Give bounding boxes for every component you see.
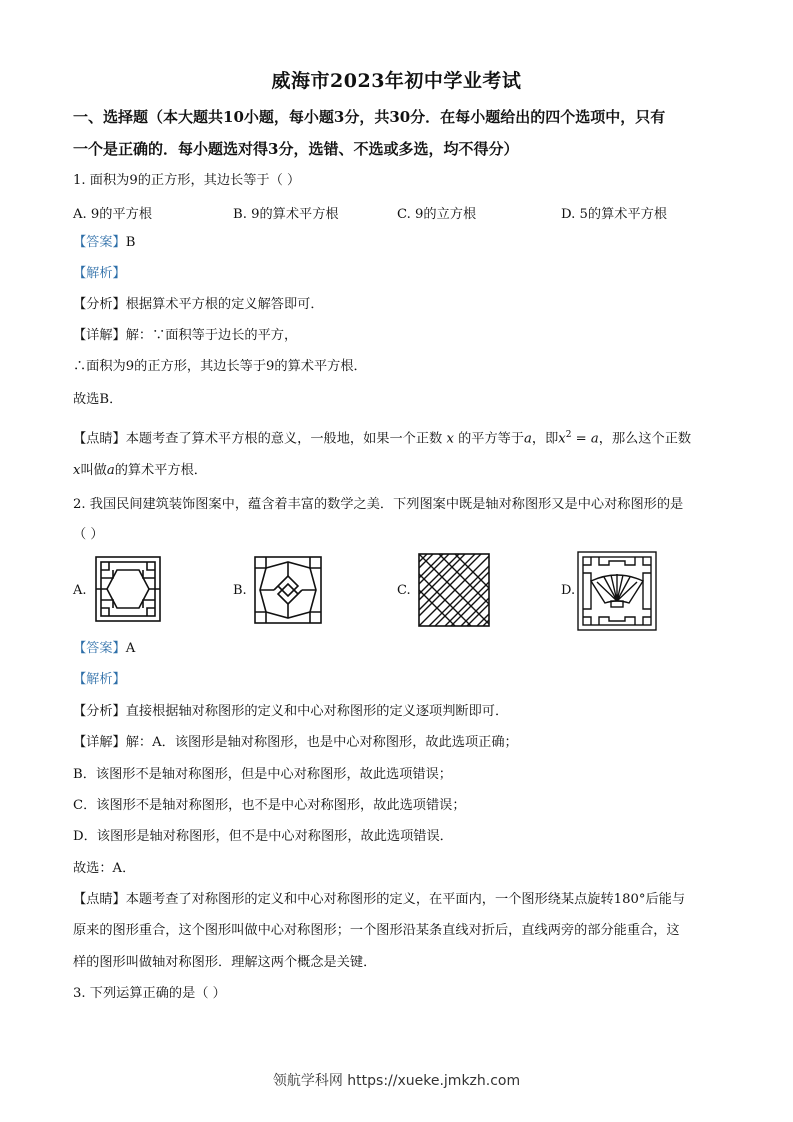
fig-label-a: A. [73, 583, 87, 598]
answer-value: B [125, 235, 136, 250]
dianjing-text-b: 的平方等于 [458, 431, 525, 447]
answer-tag: 【答案】 [73, 235, 126, 250]
q1-option-b: B. 9的算术平方根 [233, 207, 339, 222]
fenxi-text: 直接根据轴对称图形的定义和中心对称图形的定义逐项判断即可． [125, 704, 509, 719]
q2-line-c: C．该图形不是轴对称图形，也不是中心对称图形，故此选项错误； [73, 798, 466, 813]
dianjing-text-d: ，那么这个正数 [598, 431, 692, 447]
q2-fenxi [73, 703, 733, 721]
q2-dianjing-line-2: 原来的图形重合，这个图形叫做中心对称图形；一个图形沿某条直线对折后，直线两旁的部分能重合，这 [73, 923, 680, 938]
q1-dianjing-line-2 [73, 462, 733, 480]
q1-xiangjie [73, 327, 733, 345]
dianjing-line2-a: 叫做 [80, 463, 107, 478]
dianjing-tag: 【点睛】 [73, 431, 126, 447]
q2-line-b: B．该图形不是轴对称图形，但是中心对称图形，故此选项错误； [73, 767, 452, 782]
q2-analysis [73, 671, 733, 689]
pattern-b-figure [254, 556, 322, 624]
q1-therefore-line: ∴面积为9的正方形，其边长等于9的算术平方根． [73, 359, 367, 374]
q1-analysis [73, 265, 733, 283]
dianjing-text-1: 本题考查了对称图形的定义和中心对称图形的定义，在平面内，一个图形绕某点旋转180°后能与 [125, 892, 686, 907]
fenxi-tag: 【分析】 [73, 704, 126, 719]
q1-option-a: A. 9的平方根 [73, 207, 153, 222]
pattern-a-figure [95, 556, 161, 622]
xiangjie-tag: 【详解】 [73, 735, 126, 750]
dianjing-line2-b: 的算术平方根． [114, 463, 207, 478]
q1-stem: 1. 面积为9的正方形，其边长等于（ ） [73, 173, 301, 188]
fig-label-c: C. [397, 583, 411, 598]
dianjing-text-a: 本题考查了算术平方根的意义，一般地，如果一个正数 [125, 431, 443, 447]
dianjing-tag: 【点睛】 [73, 892, 126, 907]
dianjing-text-c: ，即 [531, 431, 559, 447]
section-heading-line-2: 一个是正确的．每小题选对得3分，选错、不选或多选，均不得分） [73, 140, 519, 158]
q1-option-c: C. 9的立方根 [397, 207, 477, 222]
answer-value: A [125, 641, 136, 656]
analysis-tag: 【解析】 [73, 266, 126, 281]
q1-option-d: D. 5的算术平方根 [561, 207, 668, 222]
eq-var-a: a [590, 431, 599, 447]
eq-var-x: x [558, 431, 566, 447]
analysis-tag: 【解析】 [73, 672, 126, 687]
xiangjie-text: 解：∵面积等于边长的平方， [125, 328, 298, 343]
q2-dianjing-line-1 [73, 891, 733, 909]
q2-dianjing-line-3: 样的图形叫做轴对称图形．理解这两个概念是关键． [73, 955, 377, 970]
xiangjie-text: 解：A．该图形是轴对称图形，也是中心对称图形，故此选项正确； [125, 735, 518, 750]
eq-exponent: 2 [565, 430, 572, 440]
var-x-2: x [73, 463, 81, 478]
fenxi-tag: 【分析】 [73, 297, 126, 312]
fig-label-d: D. [561, 583, 576, 598]
q1-answer [73, 234, 733, 252]
q2-stem: 2. 我国民间建筑装饰图案中，蕴含着丰富的数学之美．下列图案中既是轴对称图形又是中心对称图形的是 [73, 497, 684, 512]
var-a-2: a [106, 463, 115, 478]
q2-choose: 故选：A． [73, 861, 136, 876]
fenxi-text: 根据算术平方根的定义解答即可． [125, 297, 324, 312]
q2-line-d: D．该图形是轴对称图形，但不是中心对称图形，故此选项错误． [73, 829, 453, 844]
q2-stem-paren: （ ） [73, 527, 104, 542]
page-footer: 领航学科网 https://xueke.jmkzh.com [272, 1073, 521, 1089]
page-title: 威海市2023年初中学业考试 [271, 70, 522, 92]
answer-tag: 【答案】 [73, 641, 126, 656]
q1-fenxi [73, 296, 733, 314]
q2-xiangjie [73, 734, 733, 752]
section-heading-line-1: 一、选择题（本大题共10小题，每小题3分，共30分．在每小题给出的四个选项中，只有 [73, 108, 666, 126]
q3-stem: 3. 下列运算正确的是（ ） [73, 986, 226, 1001]
q2-answer [73, 640, 733, 658]
fig-label-b: B. [233, 583, 247, 598]
eq-sign: = [571, 431, 591, 447]
var-x: x [446, 431, 454, 447]
xiangjie-tag: 【详解】 [73, 328, 126, 343]
pattern-c-figure [418, 553, 490, 627]
pattern-d-figure [577, 551, 657, 631]
var-a: a [524, 431, 532, 447]
q1-dianjing-line-1 [73, 426, 733, 448]
q1-choose: 故选B． [73, 392, 123, 407]
